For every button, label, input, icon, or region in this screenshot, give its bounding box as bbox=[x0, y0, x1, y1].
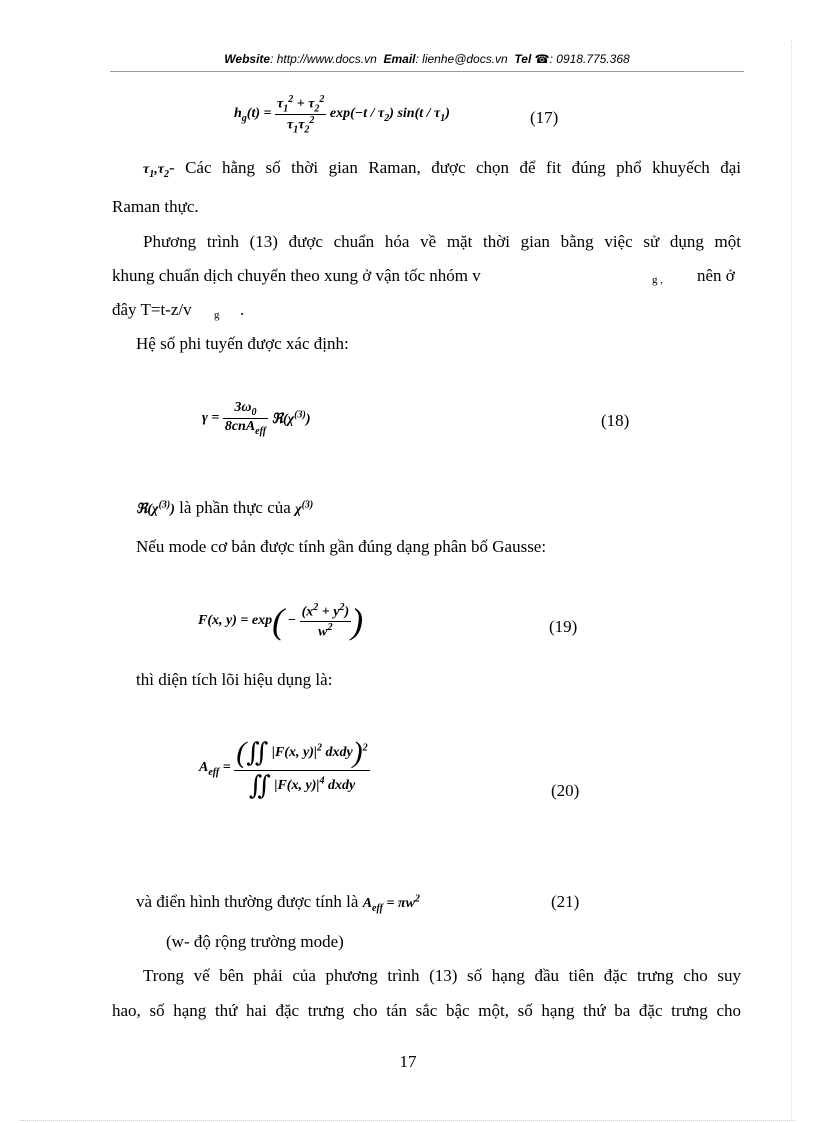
page-header bbox=[110, 52, 744, 66]
tel-label: Tel bbox=[514, 52, 532, 66]
equation-20-number: (20) bbox=[551, 781, 580, 800]
website-label: Website bbox=[224, 52, 271, 66]
email-value: : lienhe@docs.vn bbox=[415, 52, 508, 66]
equation-17: $h_g(t)$ = $\frac{\tau_1^2 + \tau_2^2}{\tau_1\tau_2^2}$ $\exp(-t / \tau_2)$ $\sin(t / \tau_1)$ bbox=[234, 94, 450, 136]
email-label: Email bbox=[383, 52, 416, 66]
para13-line3a: đây T=t-z/v bbox=[112, 300, 192, 319]
header-divider bbox=[110, 71, 744, 72]
para13-line3c: . bbox=[240, 300, 245, 319]
phone-icon: ☎ bbox=[534, 52, 550, 66]
bottom-border bbox=[20, 1120, 796, 1121]
para13-line2c: nên ở bbox=[697, 266, 735, 285]
equation-19: F(x, y) = exp( − $\frac{(x^2 + y^2)}{w^2}$ ) bbox=[198, 601, 364, 641]
page-number: 17 bbox=[399, 1052, 417, 1071]
typical-line: và điển hình thường được tính là $A_{eff} = \pi w^2$ bbox=[136, 892, 420, 914]
para13-line2a: khung chuẩn dịch chuyển theo xung ở vận tốc nhóm v bbox=[112, 266, 481, 285]
tau-description-line1: $\tau_1,\tau_2-$ Các hằng số thời gian Raman, được chọn để fit đúng phổ khuyếch đại bbox=[143, 158, 741, 180]
equation-21-number: (21) bbox=[551, 892, 580, 911]
equation-17-number: (17) bbox=[530, 108, 559, 127]
equation-20: $A_{eff}$ = $\frac{(∬ |F(x, y)|^2 dxdy)^2}{∬ |F(x, y)|^4 dxdy}$ bbox=[199, 736, 368, 800]
tau-description-line2: Raman thực. bbox=[112, 197, 199, 216]
w-note: (w- độ rộng trường mode) bbox=[166, 932, 344, 951]
gauss-intro: Nếu mode cơ bản được tính gần đúng dạng phân bố Gausse: bbox=[136, 537, 547, 556]
equation-18: γ = $\frac{3\omega_0}{8cnA_{eff}}$ $ℜ(\chi^{(3)})$ bbox=[202, 400, 311, 437]
final-line2: hao, số hạng thứ hai đặc trưng cho tán sắc bậc một, số hạng thứ ba đặc trưng cho bbox=[112, 1001, 741, 1020]
real-part-line: $ℜ(\chi^{(3)})$ là phần thực của $\chi^{(3)}$ bbox=[136, 498, 314, 517]
nonlinear-text: Hệ số phi tuyến được xác định: bbox=[136, 334, 349, 353]
equation-18-number: (18) bbox=[601, 411, 630, 430]
website-value: : http://www.docs.vn bbox=[270, 52, 377, 66]
tel-value: : 0918.775.368 bbox=[549, 52, 630, 66]
para13-line2b: g , bbox=[652, 274, 663, 286]
equation-19-number: (19) bbox=[549, 617, 578, 636]
effective-area-intro: thì diện tích lõi hiệu dụng là: bbox=[136, 670, 333, 689]
para13-line3b: g bbox=[214, 309, 220, 321]
final-line1: Trong vế bên phải của phương trình (13) số hạng đầu tiên đặc trưng cho suy bbox=[143, 966, 741, 985]
para13-line1: Phương trình (13) được chuẩn hóa về mặt thời gian bằng việc sử dụng một bbox=[143, 232, 741, 251]
right-border bbox=[791, 40, 792, 1120]
